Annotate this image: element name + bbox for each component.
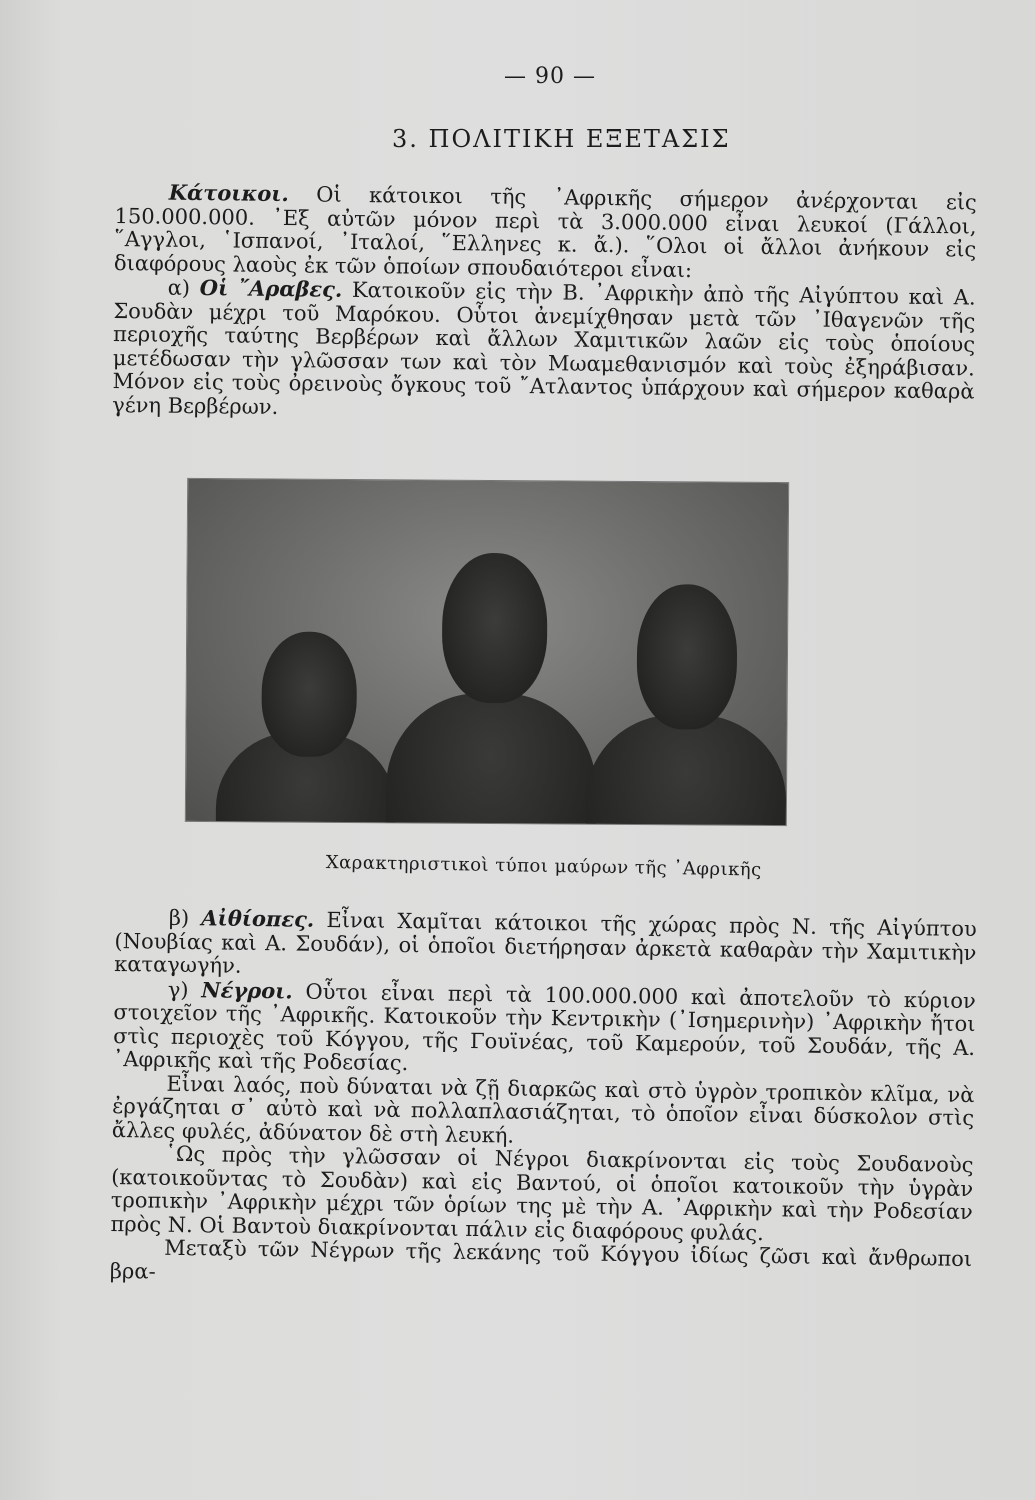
photograph-three-men — [185, 478, 789, 826]
item-marker-b: β) — [168, 905, 202, 931]
figure-caption: Χαρακτηριστικοὶ τύποι μαύρων τῆς ᾽Αφρικῆς — [325, 852, 762, 881]
keyword-negroes: Νέγροι. — [201, 976, 293, 1003]
text-block-bottom — [110, 905, 977, 1295]
paragraph-ethiopians — [114, 905, 977, 989]
paragraph-ethiopians-text: Εἶναι Χαμῖται κάτοικοι τῆς χώρας πρὸς Ν. τῆς Αἰγύπτου (Νουβίας καὶ Α. Σουδάν), οἱ ὁποῖοι διετήρησαν ἀρκετὰ καθαρὰν τὴν Χαμιτικὴν καταγωγήν. — [114, 907, 977, 978]
person-left — [206, 561, 408, 826]
section-heading: 3. ΠΟΛΙΤΙΚΗ ΕΞΕΤΑΣΙΣ — [392, 125, 731, 153]
keyword-inhabitants: Κάτοικοι. — [168, 179, 289, 207]
paragraph-negroes — [113, 976, 976, 1083]
paragraph-congo: Μεταξὺ τῶν Νέγρων τῆς λεκάνης τοῦ Κόγγου ἰδίως ζῶσι καὶ ἄνθρωποι βρα- — [109, 1235, 973, 1284]
keyword-ethiopians: Αἰθίοπες. — [201, 905, 315, 932]
person-center — [386, 502, 599, 826]
item-marker-c: γ) — [167, 977, 202, 1002]
person-right — [576, 524, 788, 826]
keyword-arabs: Οἱ ῎Αραβες. — [199, 275, 343, 302]
paragraph-inhabitants — [114, 180, 977, 286]
paragraph-arabs-text: Κατοικοῦν εἰς τὴν Β. ᾽Αφρικὴν ἀπὸ τῆς Αἰγύπτου καὶ Α. Σουδὰν μέχρι τοῦ Μαρόκου. Οὗτοι ἀνεμίχθησαν μετὰ τῶν ᾽Ιθαγενῶν τῆς περιοχῆς ταύτης Βερβέρων καὶ ἄλλων Χαμιτικῶν λαῶν εἰς τοὺς ὁποίους μετέδωσαν τὴν γλῶσσαν των καὶ τὸν Μωαμεθανισμόν καὶ τοὺς ἐξηράβισαν. Μόνον εἰς τοὺς ὀρεινοὺς ὄγκους τοῦ ῎Ατλαντος ὑπάρχουν καὶ σήμερον καθαρὰ γένη Βερβέρων. — [112, 277, 976, 419]
paragraph-negroes-text: Οὗτοι εἶναι περὶ τὰ 100.000.000 καὶ ἀποτελοῦν τὸ κύριον στοιχεῖον τῆς ᾽Αφρικῆς. Κατοικοῦν τὴν Κεντρικὴν (᾽Ισημερινὴν) ᾽Αφρικὴν ἤτοι στὶς περιοχὲς τοῦ Κόγγου, τῆς Γουϊνέας, τοῦ Καμερούν, τοῦ Σουδάν, τῆς Α. ᾽Αφρικῆς καὶ τῆς Ροδεσίας. — [112, 978, 976, 1076]
paragraph-arabs — [112, 275, 976, 428]
page-number: — 90 — — [504, 64, 596, 89]
item-marker-a: α) — [167, 275, 200, 301]
paragraph-inhabitants-text: Οἱ κάτοικοι τῆς ᾽Αφρικῆς σήμερον ἀνέρχονται εἰς 150.000.000. ᾽Εξ αὐτῶν μόνον περὶ τὰ 3.000.000 εἶναι λευκοί (Γάλλοι, ῞Αγγλοι, ῾Ισπανοί, ᾽Ιταλοί, ῞Ελληνες κ. ἄ.). ῞Ολοι οἱ ἄλλοι ἀνήκουν εἰς διαφόρους λαοὺς ἐκ τῶν ὁποίων σπουδαιότεροι εἶναι: — [113, 182, 977, 282]
paragraph-climate: Εἶναι λαός, ποὺ δύναται νὰ ζῇ διαρκῶς καὶ στὸ ὑγρὸν τροπικὸν κλῖμα, νὰ ἐργάζηται σ᾽ αὐτὸ καὶ νὰ πολλαπλασιάζηται, τὸ ὁποῖον εἶναι δύσκολον στὶς ἄλλες φυλές, ἀδύνατον δὲ στὴ λευκή. — [111, 1071, 975, 1148]
paragraph-language: ῾Ως πρὸς τὴν γλῶσσαν οἱ Νέγροι διακρίνονται εἰς τοὺς Σουδανοὺς (κατοικοῦντας τὸ Σουδὰν) καὶ εἰς Βαντού, οἱ ὁποῖοι κατοικοῦν τὴν ὑγρὰν τροπικὴν ᾽Αφρικὴν μέχρι τῶν ὁρίων της μὲ τὴν Α. ᾽Αφρικὴν καὶ τὴν Ροδεσίαν πρὸς Ν. Οἱ Βαντοὺ διακρίνονται πάλιν εἰς διαφόρους φυλάς. — [110, 1141, 974, 1245]
text-block-top — [112, 180, 977, 428]
